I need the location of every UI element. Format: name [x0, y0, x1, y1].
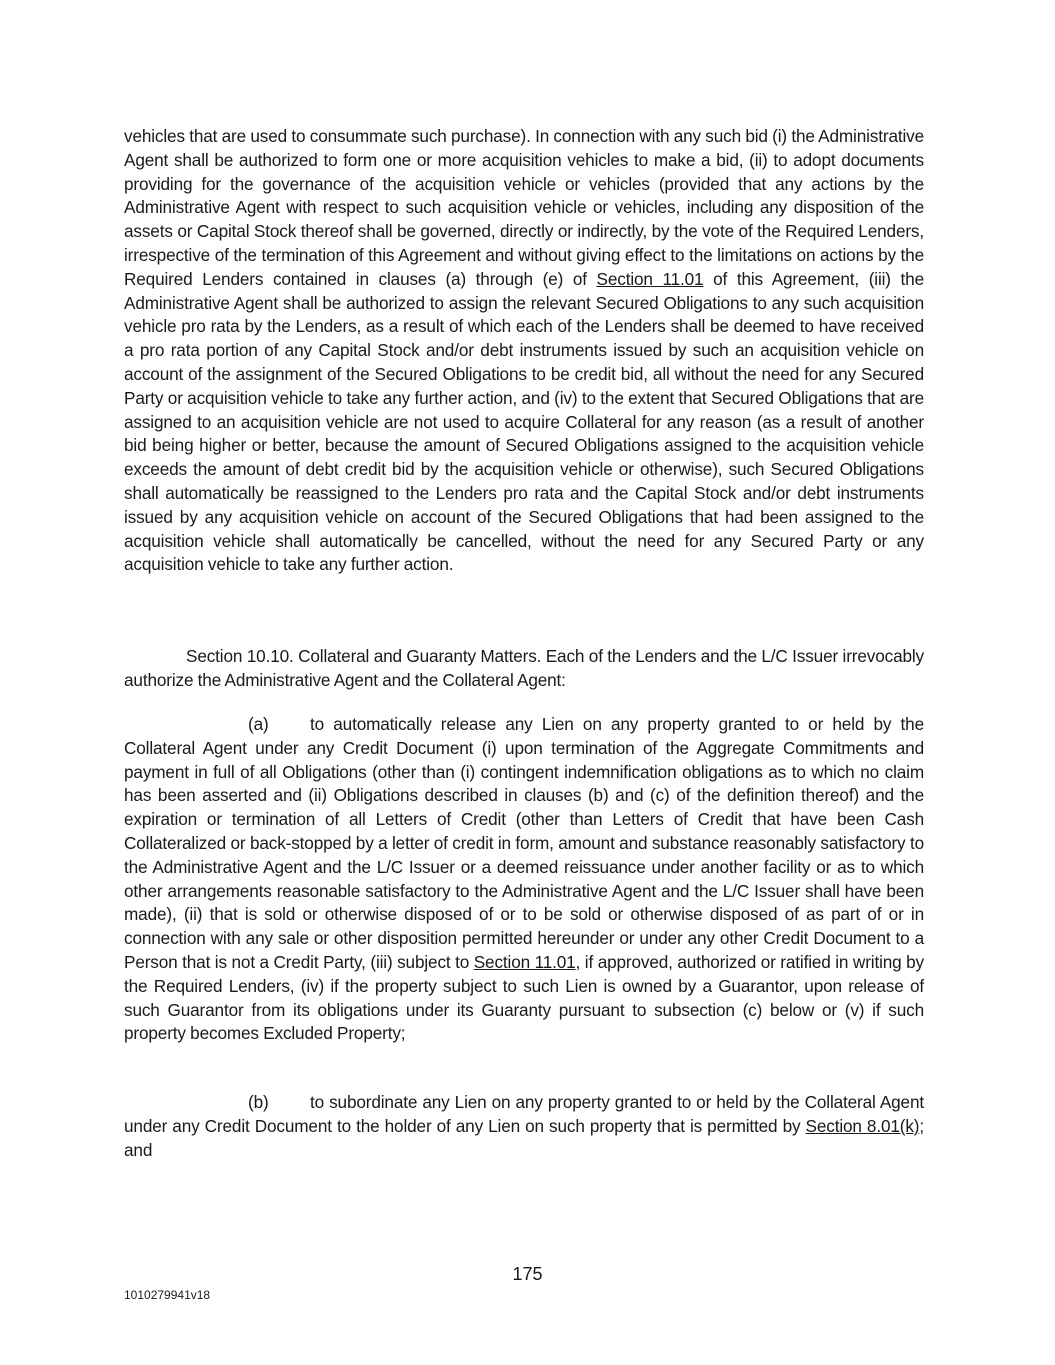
page-number: 175: [512, 1264, 543, 1284]
section-reference: Section 11.01: [596, 268, 704, 289]
section-reference: Section 8.01(k): [805, 1115, 920, 1136]
paragraph-text: , if approved, authorized or ratified in writing by the Required Lenders, (iv) if the property subject to such Lien is owned by a Guarantor, upon release of such Guarantor from its obligations under its Guaranty pursuant to subsection (c) below or (v) if such property becomes Excluded Property;: [124, 951, 924, 1044]
paragraph-credit-bid-continued: [124, 125, 924, 577]
paragraph-text: ; and: [124, 1115, 924, 1160]
paragraph-section-10-10: [124, 645, 924, 693]
document-id: 1010279941v18: [124, 1288, 211, 1302]
paragraph-text: to subordinate any Lien on any property granted to or held by the Collateral Agent under any Credit Document to the holder of any Lien on such property that is permitted by: [124, 1092, 924, 1136]
paragraph-text: to automatically release any Lien on any property granted to or held by the Collateral Agent under any Credit Document (i) upon termination of the Aggregate Commitments and payment in full of all Obligations (other than (i) contingent indemnification obligations as to which no claim has been asserted and (ii) Obligations described in clauses (b) and (c) of the definition thereof) and the expiration or termination of all Letters of Credit (other than Letters of Credit that have been Cash Collateralized or back-stopped by a letter of credit in form, amount and substance reasonably satisfactory to the Administrative Agent and the L/C Issuer or a deemed reissuance under another facility or as to which other arrangements reasonable satisfactory to the Administrative Agent and the L/C Issuer shall have been made), (ii) that is sold or otherwise disposed of or to be sold or otherwise disposed of as part of or in connection with any sale or other disposition permitted hereunder or under any other Credit Document to a Person that is not a Credit Party, (iii) subject to: [124, 714, 924, 972]
section-heading-text: Section 10.10. Collateral and Guaranty Matters. Each of the Lenders and the L/C Issuer irrevocably authorize the Administrative Agent and the Collateral Agent:: [124, 646, 924, 690]
paragraph-text: vehicles that are used to consummate such purchase). In connection with any such bid (i) the Administrative Agent shall be authorized to form one or more acquisition vehicles to make a bid, (ii) to adopt documents providing for the governance of the acquisition vehicle or vehicles (provided that any actions by the Administrative Agent with respect to such acquisition vehicle or vehicles, including any disposition of the assets or Capital Stock thereof shall be governed, directly or indirectly, by the vote of the Required Lenders, irrespective of the termination of this Agreement and without giving effect to the limitations on actions by the Required Lenders contained in clauses (a) through (e) of: [124, 126, 924, 289]
item-label: (b): [248, 1092, 269, 1112]
paragraph-item-a: [124, 713, 924, 1046]
paragraph-item-b: [124, 1091, 924, 1162]
paragraph-text: of this Agreement, (iii) the Administrative Agent shall be authorized to assign the relevant Secured Obligations to any such acquisition vehicle pro rata by the Lenders, as a result of which each of the Lenders shall be deemed to have received a pro rata portion of any Capital Stock and/or debt instruments issued by such an acquisition vehicle on account of the assignment of the Secured Obligations to be credit bid, all without the need for any Secured Party or acquisition vehicle to take any further action, and (iv) to the extent that Secured Obligations that are assigned to an acquisition vehicle are not used to acquire Collateral for any reason (as a result of another bid being higher or better, because the amount of Secured Obligations assigned to the acquisition vehicle exceeds the amount of debt credit bid by the acquisition vehicle or otherwise), such Secured Obligations shall automatically be reassigned to the Lenders pro rata and the Capital Stock and/or debt instruments issued by any acquisition vehicle on account of the Secured Obligations that had been assigned to the acquisition vehicle shall automatically be cancelled, without the need for any Secured Party or any acquisition vehicle to take any further action.: [124, 268, 924, 575]
item-label: (a): [248, 714, 269, 734]
section-reference: Section 11.01: [473, 951, 576, 972]
